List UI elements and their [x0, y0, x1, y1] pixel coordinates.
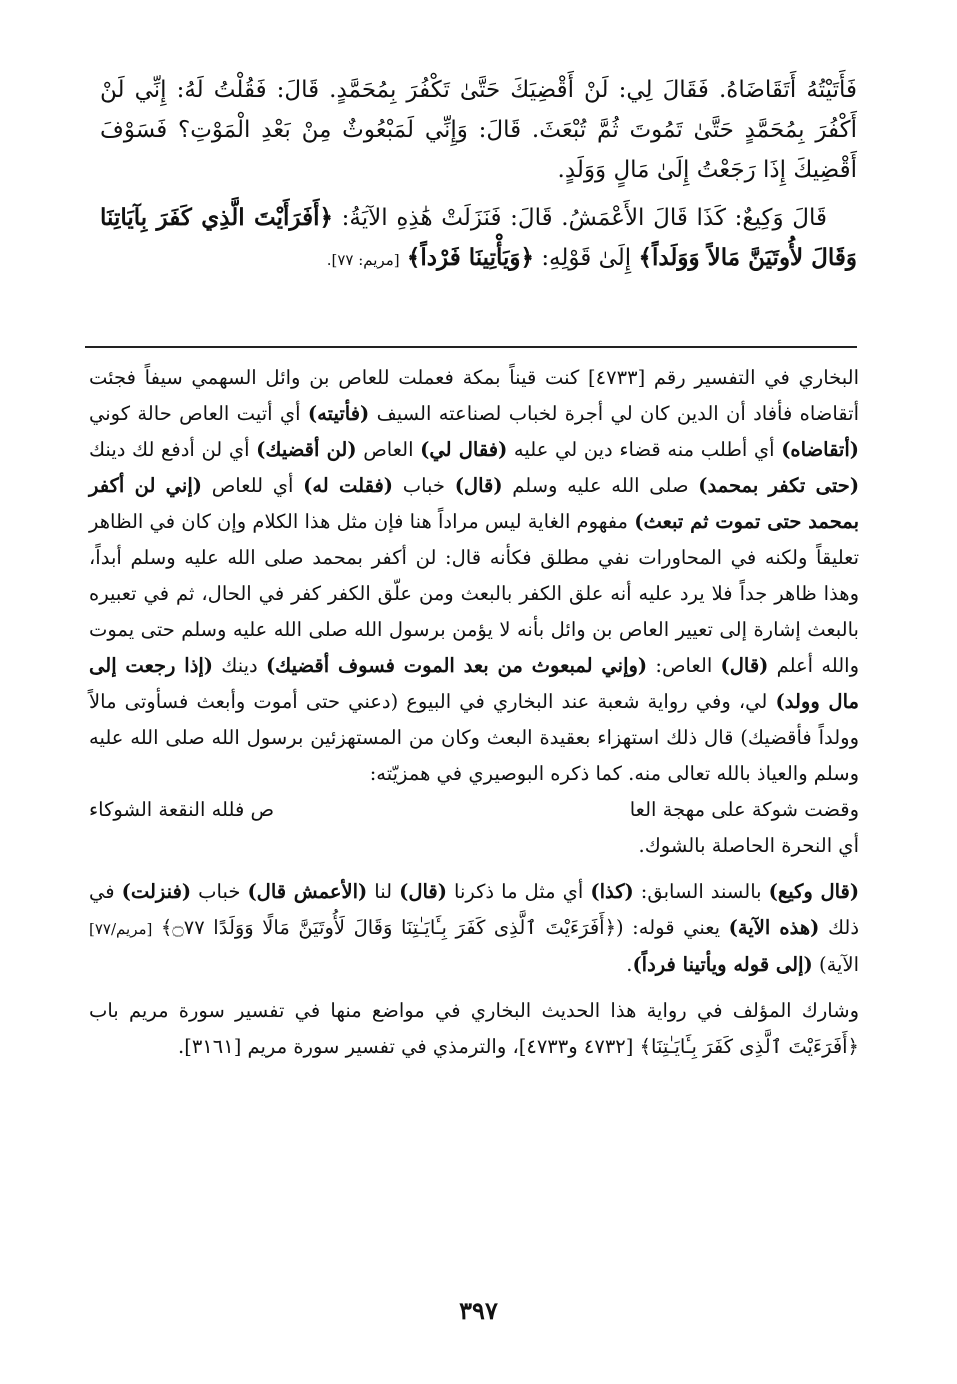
- main-text: [100, 70, 857, 288]
- fn-text: بالسند السابق:: [640, 880, 762, 903]
- fn-text: وشارك المؤلف في رواية هذا الحديث البخاري في مواضع منها في تفسير سورة مريم باب: [89, 999, 859, 1022]
- main-paragraph-2: [100, 198, 857, 280]
- quran-verse: ﴿أَفَرَأَيْتَ الَّذِي كَفَرَ بِآيَاتِنَا وَقَالَ لأُوتَيَنَّ مَالاً وَوَلَداً﴾: [100, 204, 857, 271]
- footnote-commentary: [89, 360, 859, 1065]
- fn-text: العاص:: [655, 654, 713, 677]
- fn-text: دينك: [221, 654, 258, 677]
- fn-bold: (قال): [720, 654, 769, 677]
- fn-text: خباب: [402, 474, 445, 497]
- poem-hemistich-left: ص فلله النقعة الشوكاء: [89, 798, 275, 821]
- fn-bold: (إذا رجعت إلى مال وولد): [89, 654, 859, 713]
- fn-bold: (فأتيته): [307, 402, 370, 425]
- fn-bold: (لن أقضيك): [256, 438, 357, 461]
- fn-bold: (وإني لمبعوث من بعد الموت فسوف أقضيك): [265, 654, 648, 677]
- fn-text: أي للعاص: [211, 474, 294, 497]
- poem-note-text: أي النحرة الحاصلة بالشوك.: [638, 834, 859, 857]
- fn-bold: (قال): [399, 880, 447, 903]
- fn-text: أي لن أدفع لك دينك: [89, 438, 250, 461]
- fn-bold: (إني لن أكفر بمحمد حتى تموت ثم تبعث): [89, 474, 859, 533]
- surah-reference: [مريم: ٧٧].: [326, 251, 400, 269]
- fn-bold: (الأعمش قال): [247, 880, 368, 903]
- fn-bold: (قال): [454, 474, 503, 497]
- fn-bold: (فقال لي): [420, 438, 508, 461]
- main-paragraph-1: [100, 70, 857, 190]
- main-paragraph-2-mid: إِلَىٰ قَوْلِهِ:: [541, 245, 632, 271]
- fn-text: أي أتيت العاص حالة كوني: [89, 402, 301, 425]
- fn-quran: ﴿أَفَرَءَيْتَ ٱلَّذِى كَفَرَ بِـَٔايَـٰتِنَا﴾: [639, 1035, 859, 1058]
- footnote-paragraph-3: [89, 993, 859, 1065]
- fn-reference: [مريم/٧٧]: [89, 920, 153, 938]
- fn-text: الآية): [818, 953, 859, 976]
- fn-bold: (قال وكيع): [768, 880, 860, 903]
- fn-bold: (هذه الآية): [728, 916, 820, 939]
- fn-text: صلى الله عليه وسلم: [512, 474, 689, 497]
- fn-bold: (فنزلت): [121, 880, 192, 903]
- main-paragraph-2-intro: قَالَ وَكِيعٌ: كَذَا قَالَ الأَعْمَشُ. قَالَ: فَنَزَلَتْ هَٰذِهِ الآيَةُ:: [341, 205, 827, 231]
- fn-text: البخاري في التفسير رقم [٤٧٣٣] كنت قيناً بمكة فعملت للعاص بن وائل السهمي سيفاً فجئت أتقاضاه فأفاد أن الدين كان لي أجرة لخباب لصناعته السيف: [89, 366, 859, 425]
- poem-hemistich-right: وقضت شوكة على مهجة العا: [629, 798, 859, 821]
- fn-text: لي، وفي رواية شعبة عند البخاري في البيوع (دعني حتى أموت وأبعث فسأوتى مالاً وولداً فأقضيك) قال ذلك استهزاء بعقيدة البعث وكان من المستهزئين برسول الله صلى الله عليه وسلم والعياذ بالله تعالى منه. كما ذكره البوصيري في همزيّته:: [89, 690, 859, 785]
- page-number: ٣٩٧: [459, 1296, 498, 1325]
- fn-text: يعني قوله: (: [616, 916, 721, 939]
- poem-note: [89, 828, 859, 864]
- fn-text: خباب: [198, 880, 241, 903]
- main-paragraph-1-text: فَأَتَيْتُهُ أَتَقَاضَاهُ. فَقَالَ لِي: لَنْ أَقْضِيَكَ حَتَّىٰ تَكْفُرَ بِمُحَمَّدٍ. قَالَ: فَقُلْتُ لَهُ: إِنِّي لَنْ أَكْفُرَ بِمُحَمَّدٍ حَتَّىٰ تَمُوتَ ثُمَّ تُبْعَثَ. قَالَ: وَإِنِّي لَمَبْعُوثٌ مِنْ بَعْدِ الْمَوْتِ؟ فَسَوْفَ أَقْضِيكَ إِذَا رَجَعْتُ إِلَىٰ مَالٍ وَوَلَدٍ.: [100, 77, 857, 183]
- fn-bold: (كذا): [590, 880, 634, 903]
- fn-text: في ذلك: [89, 880, 860, 939]
- fn-bold: (حتى تكفر بمحمد): [698, 474, 860, 497]
- quran-verse-end: ﴿وَيَأْتِينَا فَرْداً﴾: [406, 244, 534, 271]
- poem-verse: [89, 792, 859, 828]
- fn-bold: (إلى قوله ويأتينا فرداً): [632, 953, 813, 976]
- fn-bold: (أتقاضاه): [781, 438, 860, 461]
- fn-quran: ﴿أَفَرَءَيْتَ ٱلَّذِى كَفَرَ بِـَٔايَـٰتِنَا وَقَالَ لَأُوتَيَنَّ مَالًا وَوَلَدًا ۝٧٧﴾: [160, 916, 617, 939]
- footnote-paragraph-1: [89, 360, 859, 792]
- fn-text: [٤٧٣٢ و٤٧٣٣]، والترمذي في تفسير سورة مريم [٣١٦١].: [178, 1035, 634, 1058]
- fn-text: أي أطلب منه قضاء دين لي عليه: [513, 438, 775, 461]
- fn-text: .: [626, 953, 633, 976]
- fn-text: العاص: [363, 438, 414, 461]
- footnote-paragraph-2: [89, 874, 859, 983]
- fn-bold: (فقلت له): [303, 474, 394, 497]
- footnote-separator: [85, 346, 857, 348]
- fn-text: لنا: [374, 880, 393, 903]
- fn-text: أي مثل ما ذكرنا: [454, 880, 584, 903]
- fn-text: مفهوم الغاية ليس مراداً هنا فإن مثل هذا الكلام وإن كان في الظاهر تعليقاً ولكنه في المحاورات نفي مطلق فكأنه قال: لن أكفر بمحمد صلى الله عليه وسلم أبداً، وهذا ظاهر جداً فلا يرد عليه أنه علق الكفر بالبعث ومن علّق الكفر كفر في الحال، ثم في تعبيره بالبعث إشارة إلى تعيير العاص بن وائل بأنه لا يؤمن برسول الله صلى الله عليه وسلم حتى يموت والله أعلم: [89, 510, 860, 677]
